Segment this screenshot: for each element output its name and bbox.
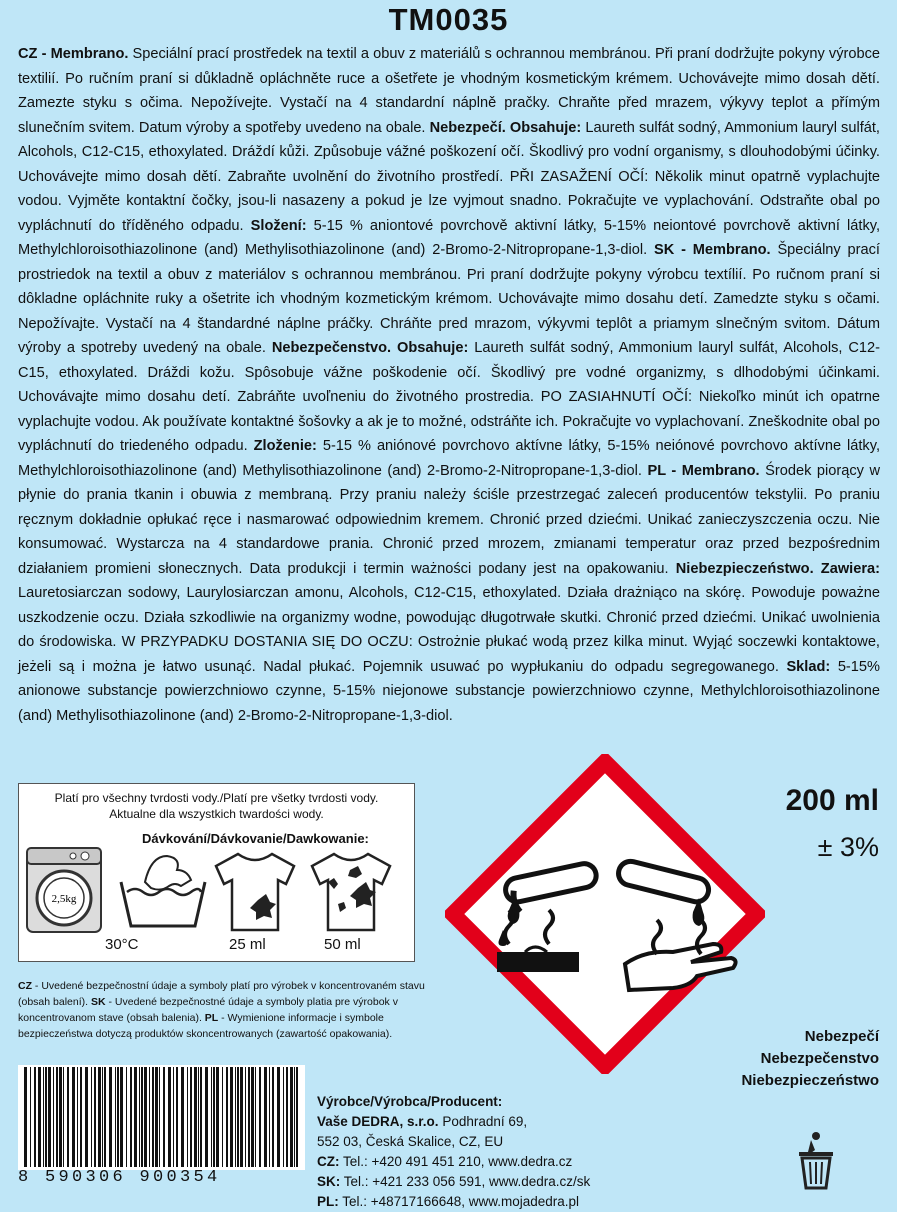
dose-large-label: 50 ml xyxy=(324,936,361,953)
barcode-bar xyxy=(48,1067,51,1167)
text-run: Špeciálny prací prostriedok na textil a obuv z materiálov s ochrannou membránou. Pri praní dodržujte pokyny výrobcu textílií. Po ručnom praní si dôkladne opláchnite ruky a ošetrite ich vhodným kozmetickým krémom. Uchovávajte mimo dosahu detí. Zamedzte styku s očami. Nepožívajte. Vystačí na 4 štandardné náplne práčky. Chráňte pred mrazom, výkyvmi teplôt a priamym slnečným svitom. Dátum výroby a spotreby uvedený na obale. xyxy=(18,242,880,356)
barcode-bar xyxy=(159,1067,160,1167)
barcode-bar xyxy=(248,1067,250,1167)
volume-tolerance: ± 3% xyxy=(817,832,879,862)
barcode-bar xyxy=(269,1067,270,1167)
barcode-bar xyxy=(126,1067,127,1167)
text-run: - Wymienione informacje i symbole bezpieczeństwa dotyczą produktów skoncentrowanych (zawartość opakowania). xyxy=(18,1012,393,1040)
contact-cz: Tel.: +420 491 451 210, www.dedra.cz xyxy=(339,1154,573,1169)
barcode-bar xyxy=(251,1067,254,1167)
barcode-bar xyxy=(43,1067,44,1167)
barcode-bar xyxy=(144,1067,147,1167)
signal-word-sk: Nebezpečenstvo xyxy=(760,1050,879,1067)
barcode-bar xyxy=(85,1067,88,1167)
bold-run: Sklad: xyxy=(786,658,831,675)
barcode-bar xyxy=(240,1067,243,1167)
barcode-bar xyxy=(98,1067,101,1167)
text-run: 5-15 % aniontové povrchově aktivní látky, 5-15% neiontové povrchově aktivní látky, Methylchloroisothiazolinone (and) Methylisothiazolinone (and) 2-Bromo-2-Nitropropane-1,3-diol. xyxy=(18,217,881,258)
barcode-bar xyxy=(94,1067,96,1167)
corrosive-hazard-icon xyxy=(445,754,765,1074)
text-run: Speciální prací prostředek na textil a obuv z materiálů s ochrannou membránou. Při praní dodržujte pokyny výrobce textilií. Po ručním praní si důkladně opláchněte ruce a ošetřete je vhodným kosmetickým krémem. Uchovávejte mimo dosah dětí. Zamezte styku s očima. Nepožívejte. Vystačí na 4 standardní náplně pračky. Chraňte před mrazem, výkyvy teplot a přímým slunečním svitem. Datum výroby a spotřeby uvedeno na obale. xyxy=(18,46,880,136)
water-hardness-note: Platí pro všechny tvrdosti vody./Platí pre všetky tvrdosti vody. xyxy=(54,791,379,805)
barcode-bar xyxy=(163,1067,165,1167)
water-hardness-note-pl: Aktualne dla wszystkich twardości wody. xyxy=(109,807,324,821)
barcode-bar xyxy=(235,1067,236,1167)
bold-run: SK xyxy=(90,996,106,1008)
barcode-bar xyxy=(56,1067,58,1167)
barcode-bar xyxy=(222,1067,223,1167)
tshirt-light-stain-icon xyxy=(212,848,298,934)
barcode-bar xyxy=(30,1067,31,1167)
barcode-bar xyxy=(213,1067,215,1167)
waste-bin-icon xyxy=(791,1130,841,1190)
barcode-bar xyxy=(283,1067,284,1167)
barcode-bar xyxy=(168,1067,171,1167)
barcode-bar xyxy=(190,1067,192,1167)
barcode-bar xyxy=(290,1067,293,1167)
barcode-bar xyxy=(24,1067,27,1167)
washing-machine-icon xyxy=(25,846,103,934)
barcode-bar xyxy=(130,1067,132,1167)
bold-run: SK - Membrano. xyxy=(654,242,771,258)
barcode-bar xyxy=(91,1067,92,1167)
barcode-bar xyxy=(245,1067,246,1167)
barcode-bar xyxy=(286,1067,288,1167)
barcode-bar xyxy=(67,1067,69,1167)
barcode-bar xyxy=(211,1067,212,1167)
producer-company: Vaše DEDRA, s.r.o. xyxy=(317,1114,439,1129)
barcode-bar xyxy=(141,1067,143,1167)
barcode-bar xyxy=(198,1067,199,1167)
barcode-bar xyxy=(205,1067,208,1167)
tshirt-heavy-stain-icon xyxy=(308,848,394,934)
dosage-panel xyxy=(18,783,415,962)
barcode-bar xyxy=(117,1067,119,1167)
barcode-bar xyxy=(38,1067,41,1167)
producer-info: Výrobce/Výrobca/Producent: Vaše DEDRA, s.r.o. Podhradní 69, 552 03, Česká Skalice, CZ, EU CZ: Tel.: +420 491 451 210, www.dedra.cz SK: Tel.: +421 233 056 591, www.dedra.cz/sk PL: Tel.: +48717166648, www.mojadedra.pl xyxy=(317,1094,591,1209)
signal-word-cz: Nebezpečí xyxy=(804,1028,879,1045)
barcode-bar xyxy=(272,1067,274,1167)
barcode-bar xyxy=(173,1067,174,1167)
barcode-bar xyxy=(294,1067,295,1167)
bold-run: Nebezpečenstvo. Obsahuje: xyxy=(271,340,469,356)
text-run: Lauretosiarczan sodowy, Laurylosiarczan amonu, Alcohols, C12-C15, ethoxylated. Działa drażniąco na skórę. Powoduje poważne uszkodzenie oczu. Działa szkodliwie na organizmy wodne, powodując długotrwałe skutki. Chronić przed dziećmi. Unikać uwolnienia do środowiska. W PRZYPADKU DOSTANIA SIĘ DO OCZU: Ostrożnie płukać wodą przez kilka minut. Wyjąć soczewki kontaktowe, jeżeli są i można je łatwo usunąć. Nadal płukać. Pojemnik usuwać po wypłukaniu do odpadu segregowanego. xyxy=(18,585,880,675)
bold-run: Složení: xyxy=(250,217,307,234)
text-run: 5-15 % aniónové povrchovo aktívne látky, 5-15% neiónové povrchovo aktívne látky, Methylchloroisothiazolinone (and) Methylisothiazolinone (and) 2-Bromo-2-Nitropropane-1,3-diol. xyxy=(18,438,881,479)
barcode-digits: 8 590306 900354 xyxy=(18,1168,221,1187)
barcode-bar xyxy=(230,1067,233,1167)
barcode-bar xyxy=(139,1067,140,1167)
barcode-bar xyxy=(34,1067,36,1167)
barcode xyxy=(18,1065,305,1170)
producer-heading: Výrobce/Výrobca/Producent: xyxy=(317,1094,503,1109)
bold-run: PL - Membrano. xyxy=(647,462,760,479)
text-run: Laureth sulfát sodný, Ammonium lauryl sulfát, Alcohols, C12-C15, ethoxylated. Dráždi kožu. Spôsobuje vážne poškodenie očí. Škodlivý pre vodné organizmy, s dlhodobými účinkami. Uchovávajte mimo dosahu detí. Zabráňte uvoľneniu do životného prostredia. PO ZASIAHNUTÍ OČÍ: Niekoľko minút ich opatrne vyplachujte vodou. Ak používate kontaktné šošovky a ak je to možné, odstráňte ich. Pokračujte vo vyplachovaní. Zneškodnite obal po vypláchnutí do triedeného odpadu. xyxy=(18,340,880,454)
barcode-bar xyxy=(53,1067,54,1167)
barcode-bar xyxy=(72,1067,75,1167)
bold-run: CZ xyxy=(18,980,32,992)
barcode-bar xyxy=(187,1067,188,1167)
barcode-bar xyxy=(80,1067,82,1167)
signal-words xyxy=(741,1026,879,1092)
text-run: 5-15% anionowe substancje powierzchniowo czynne, 5-15% niejonowe substancje powierzchniowo czynne, Methylchloroisothiazolinone (and) Methylisothiazolinone (and) 2-Bromo-2-Nitropropane-1,3-diol. xyxy=(18,658,880,724)
barcode-bar xyxy=(277,1067,280,1167)
contact-sk: Tel.: +421 233 056 591, www.dedra.cz/sk xyxy=(340,1174,591,1189)
dosage-heading: Dávkování/Dávkovanie/Dawkowanie: xyxy=(142,831,369,846)
barcode-bar xyxy=(296,1067,298,1167)
barcode-bar xyxy=(176,1067,178,1167)
bold-run: Niebezpieczeństwo. Zawiera: xyxy=(675,560,880,577)
barcode-bar xyxy=(181,1067,184,1167)
barcode-bar xyxy=(216,1067,219,1167)
barcode-bar xyxy=(115,1067,116,1167)
text-run: Laureth sulfát sodný, Ammonium lauryl sulfát, Alcohols, C12-C15, ethoxylated. Dráždí kůži. Způsobuje vážné poškození očí. Škodlivý pro vodní organismy, s dlouhodobými účinky. Uchovávejte mimo dosah dětí. Zabraňte uvolnění do životního prostředí. PŘI ZASAŽENÍ OČÍ: Několik minut opatrně vyplachujte vodou. Vyjměte kontaktní čočky, jsou-li nasazeny a pokud je lze vyjmout snadno. Pokračujte ve vyplachování. Odstraňte obal po vypláchnutí do tříděného odpadu. xyxy=(18,119,880,234)
barcode-bar xyxy=(149,1067,150,1167)
barcode-bar xyxy=(200,1067,202,1167)
barcode-bar xyxy=(264,1067,267,1167)
barcode-bar xyxy=(255,1067,256,1167)
drum-label: 2,5kg xyxy=(51,893,77,905)
producer-street: Podhradní 69, xyxy=(438,1114,528,1129)
temperature-label: 30°C xyxy=(105,936,139,953)
bold-run: PL xyxy=(204,1012,219,1024)
bold-run: CZ - Membrano. xyxy=(18,46,129,62)
barcode-bar xyxy=(152,1067,154,1167)
producer-city: 552 03, Česká Skalice, CZ, EU xyxy=(317,1134,504,1149)
barcode-bar xyxy=(104,1067,106,1167)
barcode-bar xyxy=(102,1067,103,1167)
barcode-bar xyxy=(120,1067,123,1167)
product-code: TM0035 xyxy=(388,2,509,37)
text-run: Środek piorący w płynie do prania tkanin i obuwia z membraną. Przy praniu należy ściśle przestrzegać zaleceń producentów tekstylii. Po praniu ręcznym dokładnie opłukać ręce i nasmarować odpowiednim kremem. Chronić przed dziećmi. Unikać zanieczyszczenia oczu. Nie konsumować. Wystarcza na 4 standardowe prania. Chronić przed mrozem, zmianami temperatur oraz przed bezpośrednim działaniem promieni słonecznych. Data produkcji i termin ważności podany jest na opakowaniu. xyxy=(18,462,880,577)
volume: 200 ml xyxy=(785,784,879,817)
barcode-bar xyxy=(63,1067,64,1167)
hand-wash-icon xyxy=(115,852,211,932)
text-run: - Uvedené bezpečnostné údaje a symboly platia pre výrobok v koncentrovanom stave (obsah balenia). xyxy=(18,996,398,1024)
barcode-bar xyxy=(45,1067,47,1167)
barcode-bar xyxy=(59,1067,62,1167)
bold-run: Zloženie: xyxy=(253,438,317,454)
bold-run: Nebezpečí. Obsahuje: xyxy=(429,119,582,136)
contact-pl: Tel.: +48717166648, www.mojadedra.pl xyxy=(338,1194,580,1209)
barcode-bar xyxy=(134,1067,137,1167)
barcode-bar xyxy=(226,1067,228,1167)
barcode-bar xyxy=(237,1067,239,1167)
barcode-bar xyxy=(259,1067,261,1167)
barcode-bar xyxy=(155,1067,158,1167)
text-run: - Uvedené bezpečnostní údaje a symboly platí pro výrobek v koncentrovaném stavu (obsah balení). xyxy=(18,980,425,1008)
label-text xyxy=(18,42,880,728)
barcode-bar xyxy=(194,1067,197,1167)
signal-word-pl: Niebezpieczeństwo xyxy=(741,1072,879,1089)
barcode-bar xyxy=(77,1067,78,1167)
safety-fine-print xyxy=(18,978,458,1042)
dose-small-label: 25 ml xyxy=(229,936,266,953)
barcode-bar xyxy=(109,1067,112,1167)
